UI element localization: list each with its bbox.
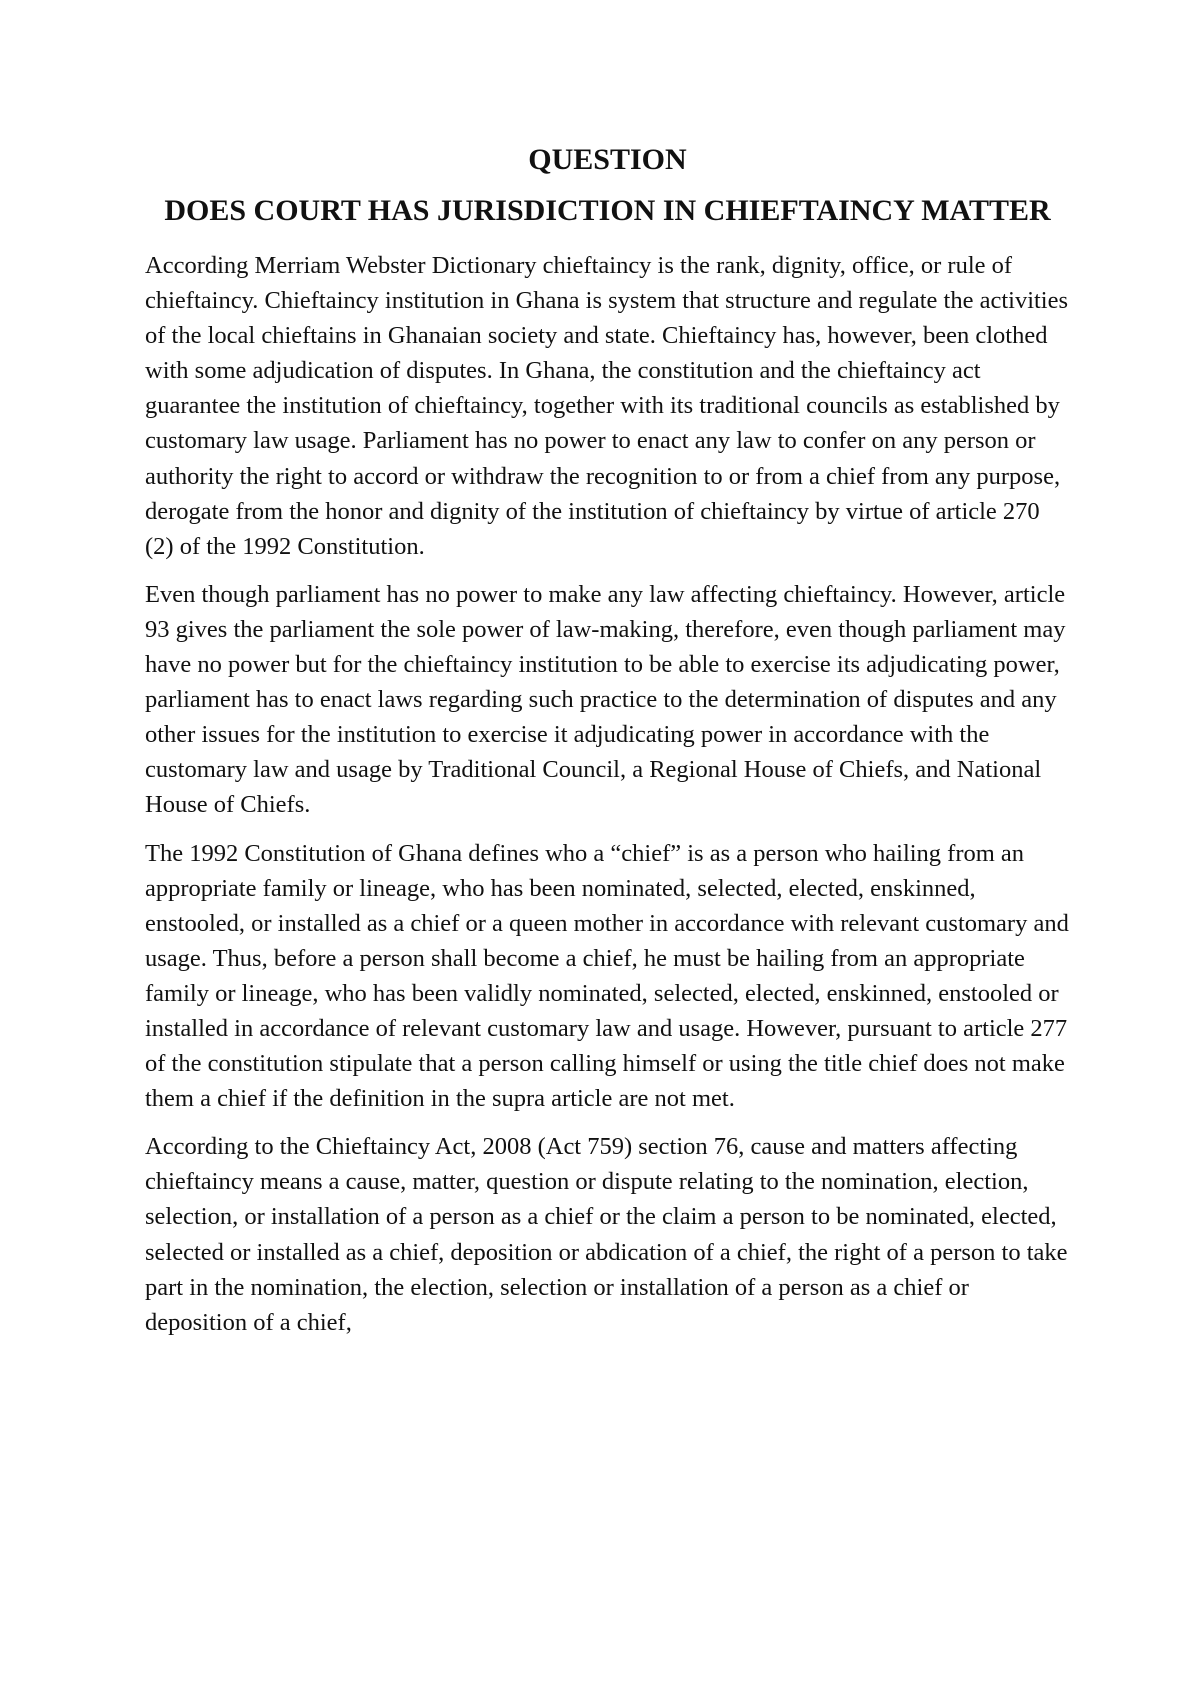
paragraph-definition: According Merriam Webster Dictionary chieftaincy is the rank, dignity, office, or rule of chieftaincy. Chieftaincy institution in Ghana is system that structure and regulate the activities of the local chieftains in Ghanaian society and state. Chieftaincy has, however, been clothed with some adjudication of disputes. In Ghana, the constitution and the chieftaincy act guarantee the institution of chieftaincy, together with its traditional councils as established by customary law usage. Parliament has no power to enact any law to confer on any person or authority the right to accord or withdraw the recognition to or from a chief from any purpose, derogate from the honor and dignity of the institution of chieftaincy by virtue of article 270 (2) of the 1992 Constitution. bbox=[145, 252, 1069, 560]
document-title: DOES COURT HAS JURISDICTION IN CHIEFTAINCY MATTER bbox=[164, 194, 1051, 227]
document-body bbox=[145, 140, 1070, 1353]
paragraph-chieftaincy-act: According to the Chieftaincy Act, 2008 (Act 759) section 76, cause and matters affecting chieftaincy means a cause, matter, question or dispute relating to the nomination, election, selection, or installation of a person as a chief or the claim a person to be nominated, elected, selected or installed as a chief, deposition or abdication of a chief, the right of a person to take part in the nomination, the election, selection or installation of a person as a chief or deposition of a chief, bbox=[145, 1133, 1068, 1336]
paragraph-parliament: Even though parliament has no power to make any law affecting chieftaincy. However, article 93 gives the parliament the sole power of law-making, therefore, even though parliament may have no power but for the chieftaincy institution to be able to exercise its adjudicating power, parliament has to enact laws regarding such practice to the determination of disputes and any other issues for the institution to exercise it adjudicating power in accordance with the customary law and usage by Traditional Council, a Regional House of Chiefs, and National House of Chiefs. bbox=[145, 580, 1066, 819]
paragraph-constitution-chief: The 1992 Constitution of Ghana defines who a “chief” is as a person who hailing from an appropriate family or lineage, who has been nominated, selected, elected, enskinned, enstooled, or installed as a chief or a queen mother in accordance with relevant customary and usage. Thus, before a person shall become a chief, he must be hailing from an appropriate family or lineage, who has been validly nominated, selected, elected, enskinned, enstooled or installed in accordance of relevant customary law and usage. However, pursuant to article 277 of the constitution stipulate that a person calling himself or using the title chief does not make them a chief if the definition in the supra article are not met. bbox=[145, 839, 1069, 1113]
question-heading: QUESTION bbox=[528, 143, 687, 176]
